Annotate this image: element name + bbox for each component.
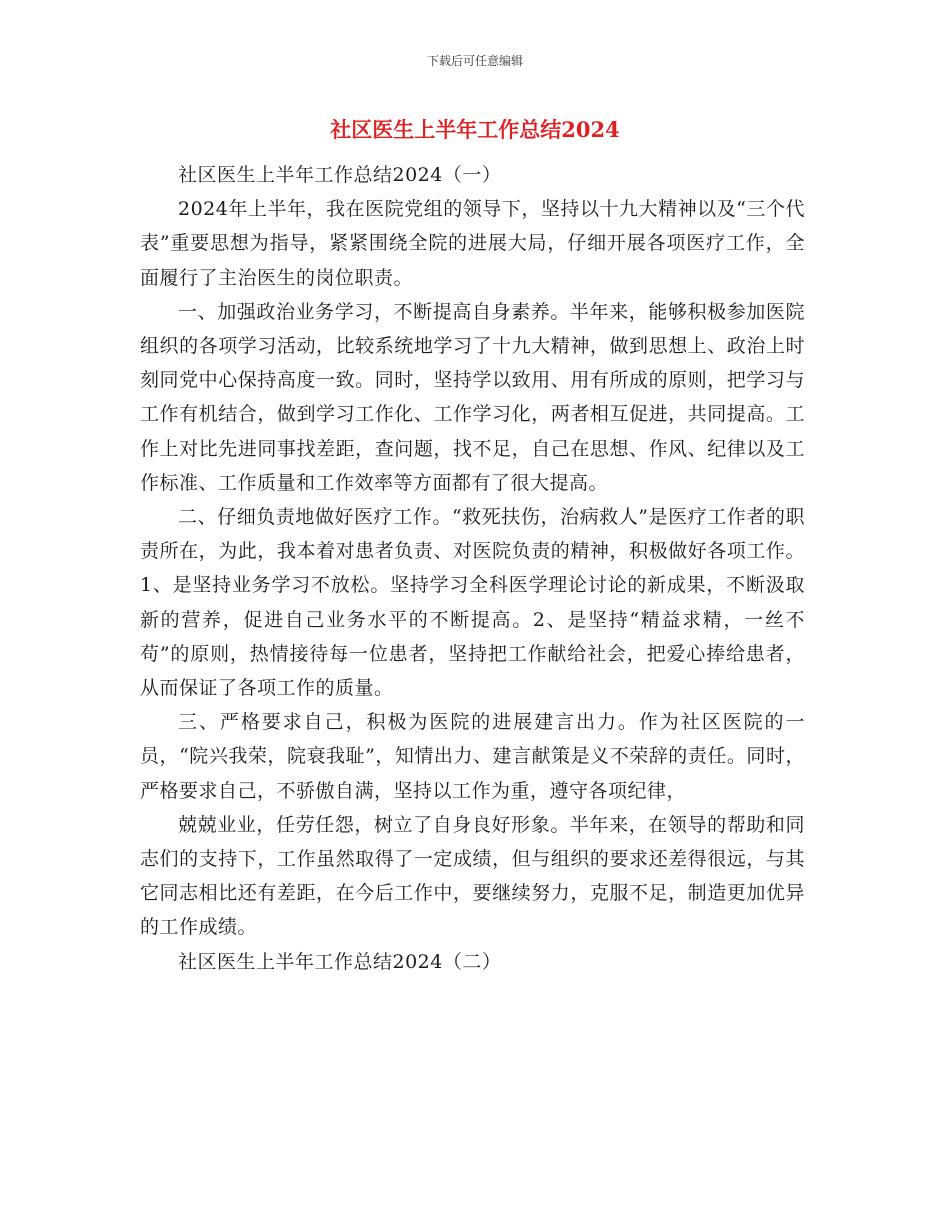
paragraph-point-three: 三、严格要求自己，积极为医院的进展建言出力。作为社区医院的一员，“院兴我荣，院衰我耻”，知情出力、建言献策是义不荣辞的责任。同时，严格要求自己，不骄傲自满，坚持以工作为重，遵守各项纪律， bbox=[140, 711, 805, 802]
section-heading-part-two: 社区医生上半年工作总结2024（二） bbox=[178, 950, 502, 973]
section-heading-part-one: 社区医生上半年工作总结2024（一） bbox=[178, 164, 502, 186]
paragraph-point-two: 二、仔细负责地做好医疗工作。“救死扶伤，治病救人”是医疗工作者的职责所在，为此，我本着对患者负责、对医院负责的精神，积极做好各项工作。1、是坚持业务学习不放松。坚持学习全科医学理论讨论的新成果，不断汲取新的营养，促进自己业务水平的不断提高。2、是坚持“精益求精，一丝不苟”的原则，热情接待每一位患者，坚持把工作献给社会，把爱心捧给患者，从而保证了各项工作的质量。 bbox=[140, 506, 805, 700]
paragraph-intro: 2024年上半年，我在医院党组的领导下，坚持以十九大精神以及“三个代表”重要思想为指导，紧紧围绕全院的进展大局，仔细开展各项医疗工作，全面履行了主治医生的岗位职责。 bbox=[140, 198, 805, 289]
paragraph-point-one: 一、加强政治业务学习，不断提高自身素养。半年来，能够积极参加医院组织的各项学习活动，比较系统地学习了十九大精神，做到思想上、政治上时刻同党中心保持高度一致。同时，坚持学以致用、用有所成的原则，把学习与工作有机结合，做到学习工作化、工作学习化，两者相互促进，共同提高。工作上对比先进同事找差距，查问题，找不足，自己在思想、作风、纪律以及工作标准、工作质量和工作效率等方面都有了很大提高。 bbox=[140, 300, 805, 494]
document-title: 社区医生上半年工作总结2024 bbox=[330, 117, 620, 142]
document-body bbox=[140, 158, 805, 979]
page-header-note: 下载后可任意编辑 bbox=[426, 54, 523, 68]
paragraph-conclusion: 兢兢业业，任劳任怨，树立了自身良好形象。半年来，在领导的帮助和同志们的支持下，工作虽然取得了一定成绩，但与组织的要求还差得很远，与其它同志相比还有差距，在今后工作中，要继续努力，克服不足，制造更加优异的工作成绩。 bbox=[140, 813, 805, 939]
